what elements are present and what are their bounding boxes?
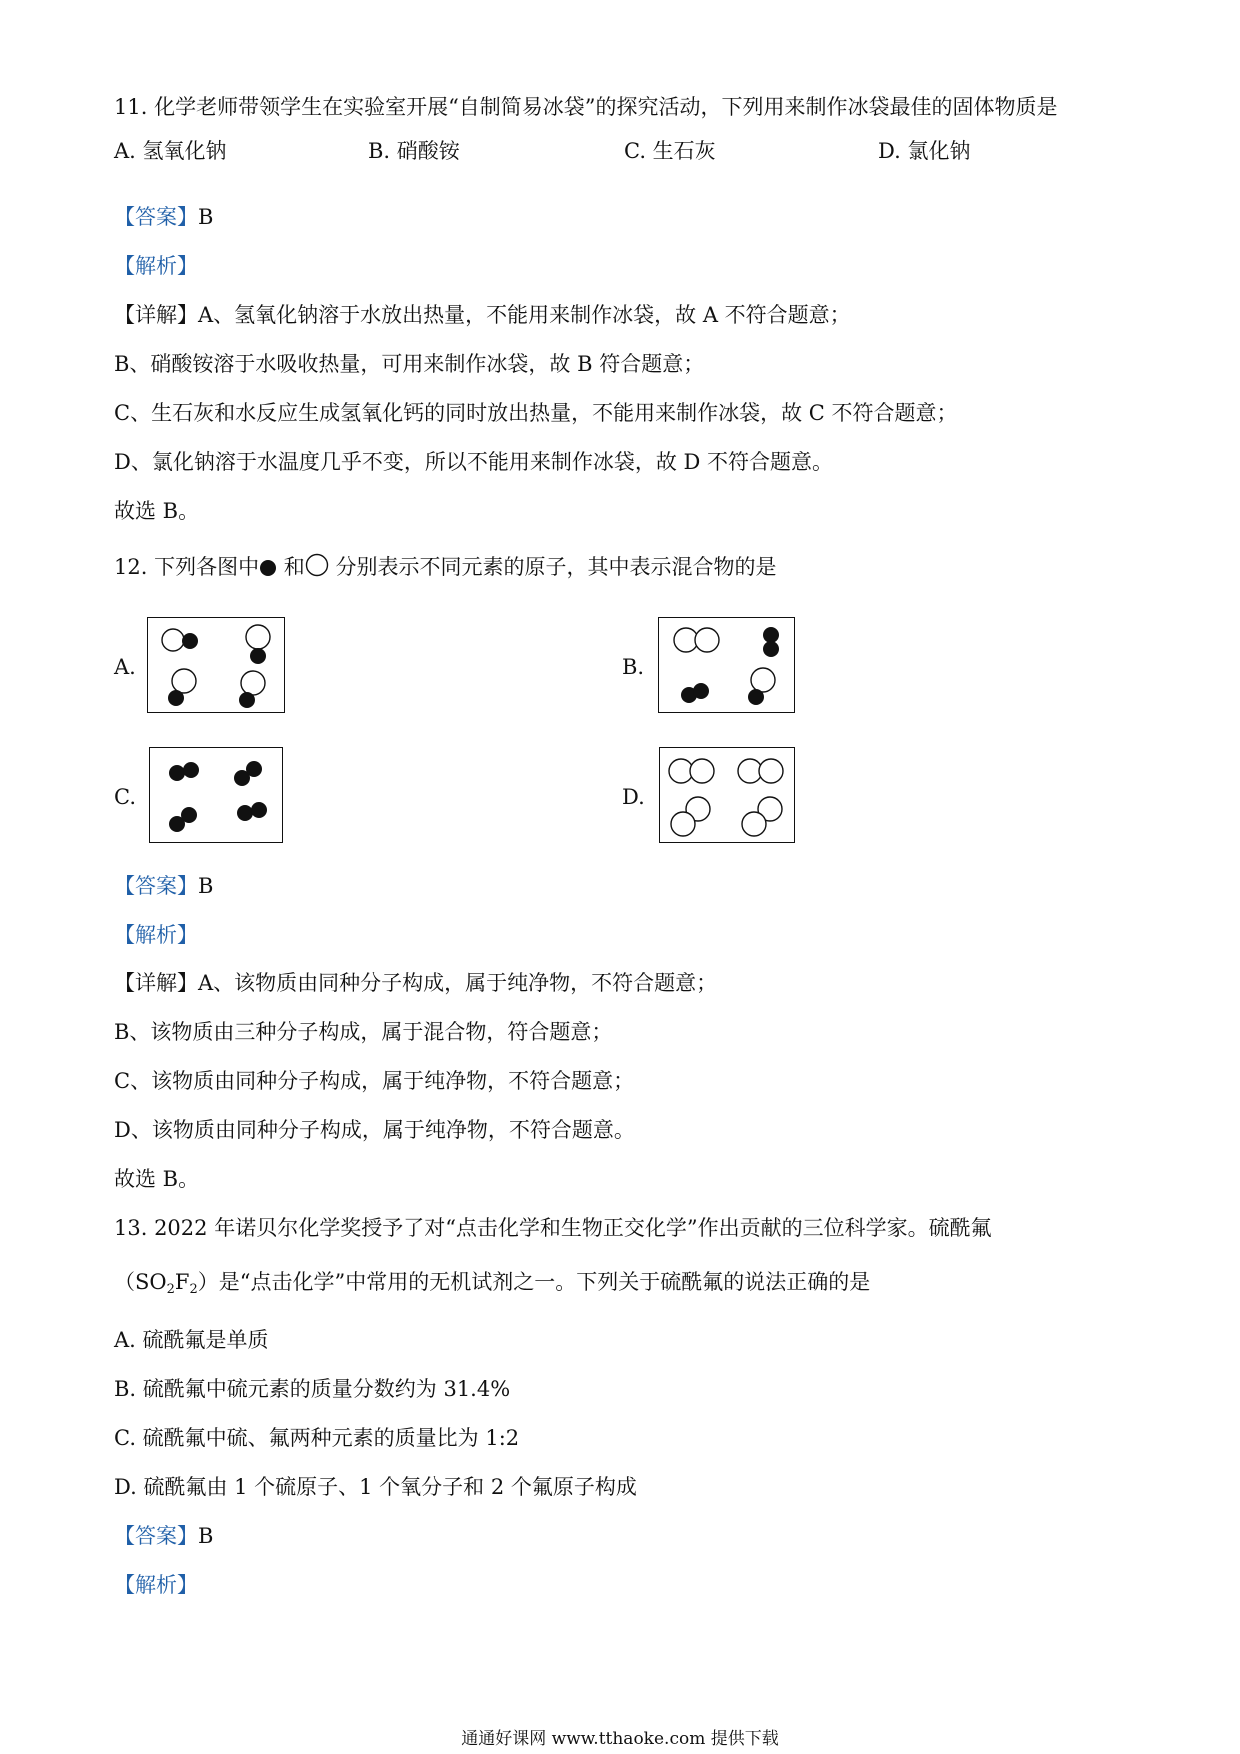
q12-stem: [114, 552, 776, 582]
q11-option-c: C. 生石灰: [624, 139, 716, 163]
q12-detail-line-2: B、该物质由三种分子构成，属于混合物，符合题意；: [114, 1020, 613, 1044]
q13-stem-line-1: 13. 2022 年诺贝尔化学奖授予了对“点击化学和生物正交化学”作出贡献的三位科学家。硫酰氟: [114, 1216, 992, 1240]
diagram-a-label: A.: [114, 655, 136, 679]
answer-value: B: [198, 874, 214, 898]
diagram-a-molecules: [148, 618, 286, 714]
formula-sub-1: 2: [166, 1282, 175, 1297]
detail-text: A、氢氧化钠溶于水放出热量，不能用来制作冰袋，故 A 不符合题意；: [198, 303, 851, 327]
diagram-d-molecules: [660, 748, 796, 844]
q11-detail-line-2: B、硝酸铵溶于水吸收热量，可用来制作冰袋，故 B 符合题意；: [114, 352, 705, 376]
q11-conclusion: 故选 B。: [114, 499, 200, 523]
answer-value: B: [198, 1524, 214, 1548]
detail-text: A、该物质由同种分子构成，属于纯净物，不符合题意；: [198, 971, 718, 995]
q11-detail-line-1: [114, 300, 851, 330]
q13-option-b: B. 硫酰氟中硫元素的质量分数约为 31.4%: [114, 1377, 511, 1401]
q13-option-a: A. 硫酰氟是单质: [114, 1328, 269, 1352]
hollow-atom-icon: [305, 553, 329, 577]
diagram-b: [658, 617, 795, 713]
q11-stem: 11. 化学老师带领学生在实验室开展“自制简易冰袋”的探究活动，下列用来制作冰袋最佳的固体物质是: [114, 95, 1058, 119]
q12-stem-part3: 分别表示不同元素的原子，其中表示混合物的是: [335, 555, 777, 579]
diagram-b-label: B.: [622, 655, 645, 679]
formula-sub-2: 2: [189, 1282, 198, 1297]
q12-detail-line-3: C、该物质由同种分子构成，属于纯净物，不符合题意；: [114, 1069, 635, 1093]
q11-option-a: A. 氢氧化钠: [114, 139, 227, 163]
answer-value: B: [198, 205, 214, 229]
q13-answer: [114, 1521, 213, 1551]
answer-tag: 【答案】: [114, 874, 198, 898]
q13-option-d: D. 硫酰氟由 1 个硫原子、1 个氧分子和 2 个氟原子构成: [114, 1475, 637, 1499]
formula-open: （SO: [114, 1270, 167, 1294]
analysis-tag: 【解析】: [114, 1573, 198, 1597]
q11-analysis-tag: [114, 251, 198, 281]
answer-tag: 【答案】: [114, 1524, 198, 1548]
q13-option-c: C. 硫酰氟中硫、氟两种元素的质量比为 1:2: [114, 1426, 520, 1450]
diagram-c-label: C.: [114, 785, 136, 809]
formula-mid: F: [174, 1270, 190, 1294]
q13-analysis-tag: [114, 1570, 198, 1600]
q11-detail-line-3: C、生石灰和水反应生成氢氧化钙的同时放出热量，不能用来制作冰袋，故 C 不符合题意；: [114, 401, 958, 425]
q12-analysis-tag: [114, 920, 198, 950]
q13-stem-line-2: [114, 1267, 870, 1297]
q12-stem-part1: 12. 下列各图中: [114, 555, 260, 579]
q11-option-b: B. 硝酸铵: [368, 139, 460, 163]
q12-detail-line-1: [114, 968, 717, 998]
diagram-b-molecules: [659, 618, 796, 714]
q12-answer: [114, 871, 213, 901]
q12-conclusion: 故选 B。: [114, 1167, 200, 1191]
analysis-tag: 【解析】: [114, 923, 198, 947]
filled-atom-icon: [259, 559, 277, 577]
diagram-c: [149, 747, 283, 843]
q11-option-d: D. 氯化钠: [878, 139, 971, 163]
detail-tag: 【详解】: [114, 971, 198, 995]
q11-answer: [114, 202, 213, 232]
q12-stem-part2: 和: [283, 555, 305, 579]
q12-detail-line-4: D、该物质由同种分子构成，属于纯净物，不符合题意。: [114, 1118, 635, 1142]
q13-stem-rest: ）是“点击化学”中常用的无机试剂之一。下列关于硫酰氟的说法正确的是: [197, 1270, 871, 1294]
diagram-a: [147, 617, 285, 713]
answer-tag: 【答案】: [114, 205, 198, 229]
page-footer: 通通好课网 www.tthaoke.com 提供下载: [461, 1729, 779, 1749]
diagram-d-label: D.: [622, 785, 645, 809]
analysis-tag: 【解析】: [114, 254, 198, 278]
diagram-c-molecules: [150, 748, 284, 844]
q11-detail-line-4: D、氯化钠溶于水温度几乎不变，所以不能用来制作冰袋，故 D 不符合题意。: [114, 450, 834, 474]
diagram-d: [659, 747, 795, 843]
detail-tag: 【详解】: [114, 303, 198, 327]
